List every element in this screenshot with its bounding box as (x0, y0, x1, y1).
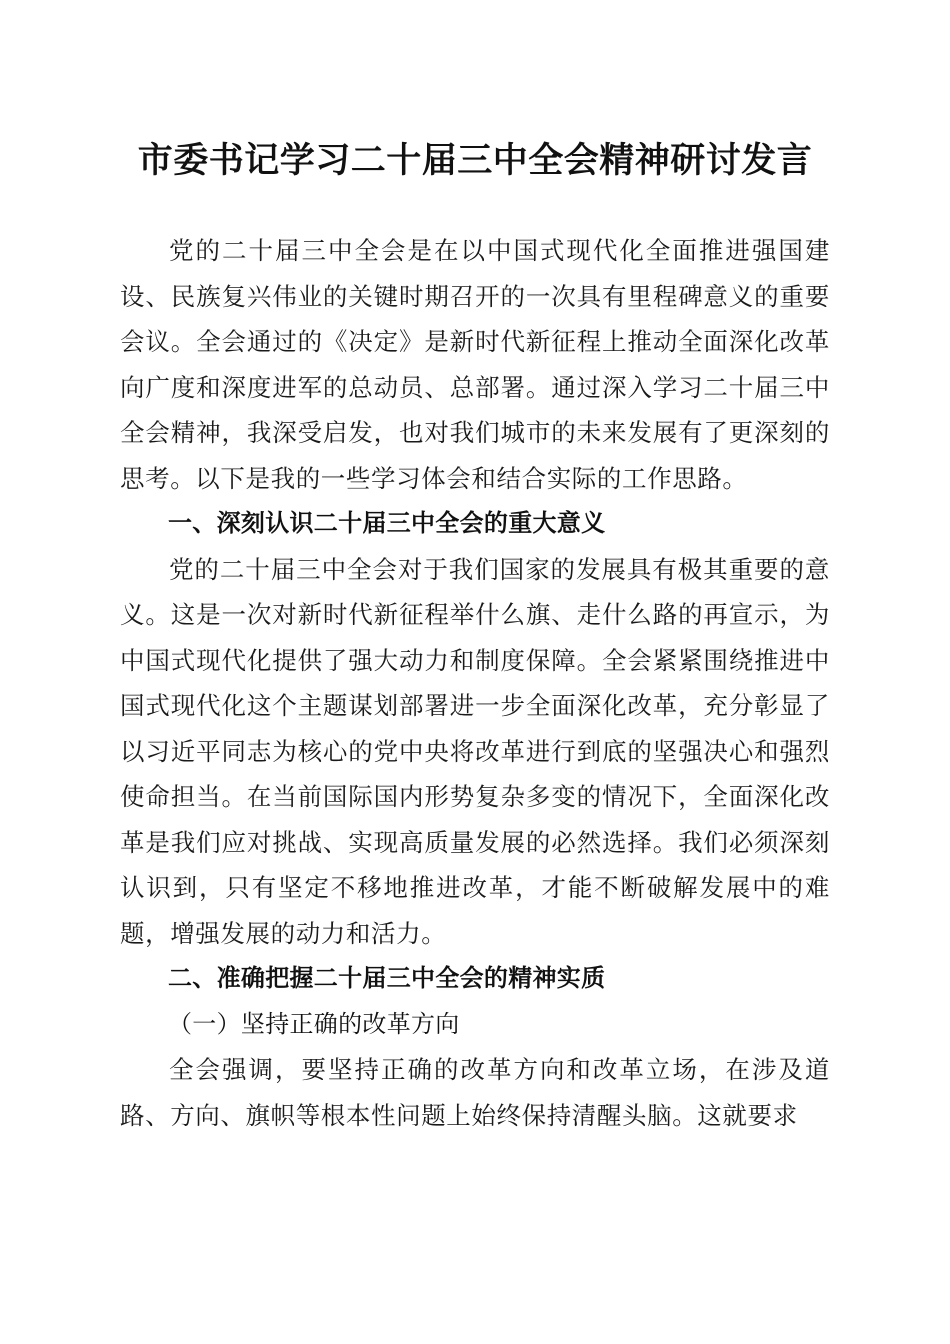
document-title: 市委书记学习二十届三中全会精神研讨发言 (137, 140, 813, 181)
intro-paragraph: 党的二十届三中全会是在以中国式现代化全面推进强国建设、民族复兴伟业的关键时期召开的一次具有里程碑意义的重要会议。全会通过的《决定》是新时代新征程上推动全面深化改革向广度和深度进军的总动员、总部署。通过深入学习二十届三中全会精神，我深受启发，也对我们城市的未来发展有了更深刻的思考。以下是我的一些学习体会和结合实际的工作思路。 (120, 236, 830, 493)
section-2-subheading: （一）坚持正确的改革方向 (168, 1009, 460, 1038)
document-body (120, 228, 830, 1138)
section-1-paragraph: 党的二十届三中全会对于我们国家的发展具有极其重要的意义。这是一次对新时代新征程举什么旗、走什么路的再宣示，为中国式现代化提供了强大动力和制度保障。全会紧紧围绕推进中国式现代化这个主题谋划部署进一步全面深化改革，充分彰显了以习近平同志为核心的党中央将改革进行到底的坚强决心和强烈使命担当。在当前国际国内形势复杂多变的情况下，全面深化改革是我们应对挑战、实现高质量发展的必然选择。我们必须深刻认识到，只有坚定不移地推进改革，才能不断破解发展中的难题，增强发展的动力和活力。 (120, 554, 830, 948)
section-2-heading: 二、准确把握二十届三中全会的精神实质 (168, 964, 606, 992)
section-1-heading: 一、深刻认识二十届三中全会的重大意义 (168, 509, 606, 537)
section-2-paragraph: 全会强调，要坚持正确的改革方向和改革立场，在涉及道路、方向、旗帜等根本性问题上始终保持清醒头脑。这就要求 (120, 1055, 830, 1130)
